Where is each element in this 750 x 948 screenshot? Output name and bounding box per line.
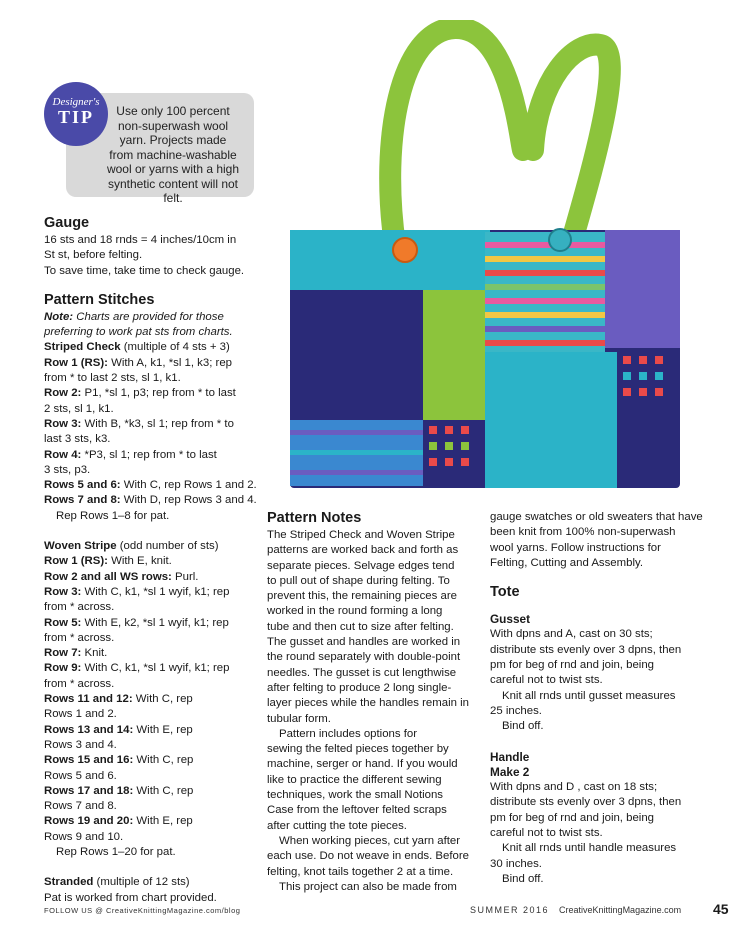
text-line: needles. The gusset is cut lengthwise [267,666,457,679]
row-text: With E, rep [133,815,193,828]
text-line: pm for beg of rnd and join, being [490,811,655,824]
row-label: Rows 19 and 20: [44,815,134,828]
row-label: Rows 11 and 12: [44,693,133,706]
text-line: The Striped Check and Woven Stripe [267,529,455,541]
note-text: preferring to work pat sts from charts. [44,326,233,339]
repeat-text: Rep Rows 1–8 for pat. [56,509,170,522]
row-text: from * across. [44,677,115,690]
pattern-row [44,707,266,722]
text-line: The gusset and handles are worked in [267,636,461,649]
note-text: Charts are provided for those [73,310,224,323]
row-text: With E, k2, *sl 1 wyif, k1; rep [81,616,229,629]
text-line: layer pieces while the handles remain in [267,697,469,710]
pattern-row [44,784,266,799]
left-column [44,214,266,906]
row-text: With C, k1, *sl 1 wyif, k1; rep [81,662,230,675]
row-text: With C, rep [132,693,193,706]
notes-continued [490,510,710,571]
row-label: Row 1 (RS): [44,555,108,568]
text-line: the round separately with double-point [267,651,461,664]
text-line: techniques, work the small Notions [267,789,444,802]
row-label: Row 2 and all WS rows: [44,570,172,583]
row-text: Rows 9 and 10. [44,830,124,843]
pattern-row [44,799,266,814]
text-line: Bind off. [502,720,544,733]
badge-bottom-text: TIP [57,107,94,127]
text-line: worked in the round forming a long [267,605,443,618]
page-number: 45 [713,901,729,917]
row-text: 2 sts, sl 1, k1. [44,402,114,415]
woven-stripe-rows [44,554,266,845]
designers-tip-badge [44,82,108,146]
row-text: 3 sts, p3. [44,463,91,476]
stitch-multiple: (odd number of sts) [116,540,219,553]
stitch-title: Woven Stripe [44,540,117,553]
pattern-row [44,585,266,600]
pattern-row [44,738,266,753]
text-line: This project can also be made from [279,880,457,893]
row-text: from * to last 2 sts, sl 1, k1. [44,372,181,385]
pattern-row [44,493,266,508]
pattern-stitches-heading: Pattern Stitches [44,291,155,308]
row-text: from * across. [44,601,115,614]
stitch-multiple: (multiple of 4 sts + 3) [120,341,230,354]
text-line: When working pieces, cut yarn after [279,834,461,847]
row-text: *P3, sl 1; rep from * to last [81,448,217,461]
text-line: Knit all rnds until gusset measures [502,689,676,702]
pattern-row [44,554,266,569]
text-line: felting, knot tails together 2 at a time. [267,865,454,878]
tip-line: Use only 100 percent [116,104,230,118]
stranded-line: Pat is worked from chart provided. [44,891,217,904]
right-column [490,510,710,887]
row-label: Rows 15 and 16: [44,754,134,767]
row-text: With C, rep [133,754,194,767]
handle-instructions [490,780,710,887]
stranded-title [44,875,266,890]
row-text: Rows 3 and 4. [44,738,117,751]
text-line: gauge swatches or old sweaters that have [490,511,703,523]
pattern-row [44,600,266,615]
text-line: tube and then cut to size after felting. [267,620,454,633]
gusset-heading: Gusset [490,612,530,627]
repeat-text: Rep Rows 1–20 for pat. [56,845,176,858]
woven-stripe-title [44,539,266,554]
striped-check-rows [44,356,266,509]
text-line: pm for beg of rnd and join, being [490,659,655,672]
gauge-line: To save time, take time to check gauge. [44,264,245,277]
pattern-notes-heading: Pattern Notes [267,510,362,526]
row-text: Rows 7 and 8. [44,800,117,813]
striped-check-title [44,340,266,355]
pattern-row [44,448,266,463]
pattern-row [44,417,266,432]
row-label: Row 3: [44,585,82,598]
tip-line: non-superwash wool [117,118,229,133]
text-line: Case from the leftover felted scraps [267,804,447,817]
pattern-row [44,356,266,371]
text-line: 25 inches. [490,704,542,717]
note-line [44,310,266,325]
handle-subheading: Make 2 [490,764,530,779]
text-line: after felting to produce 2 long single- [267,681,452,694]
pattern-row [44,646,266,661]
stitch-title: Striped Check [44,341,121,354]
notes-paragraph [267,880,481,895]
row-text: last 3 sts, k3. [44,433,111,446]
notes-paragraph [267,834,481,880]
row-text: With E, knit. [107,555,172,568]
row-text: Purl. [171,570,199,583]
text-line: careful not to twist sts. [490,827,603,840]
pattern-row [44,463,266,478]
tote-heading: Tote [490,584,520,601]
text-line: With dpns and D , cast on 18 sts; [490,781,658,794]
pattern-row [44,677,266,692]
gauge-heading: Gauge [44,215,90,231]
row-text: P1, *sl 1, p3; rep from * to last [81,387,236,400]
tote-bag-image [285,20,690,500]
gusset-instructions [490,627,710,734]
row-text: from * across. [44,631,115,644]
text-line: Felting, Cutting and Assembly. [490,556,644,569]
row-label: Row 7: [44,647,82,660]
text-line: distribute sts evenly over 3 dpns, then [490,796,682,809]
text-line: tubular form. [267,712,331,725]
row-text: Rows 5 and 6. [44,769,117,782]
row-label: Row 5: [44,616,82,629]
text-line: 30 inches. [490,857,542,870]
text-line: Pattern includes options for [279,727,418,740]
row-label: Row 9: [44,662,82,675]
tip-line: synthetic content will not felt. [107,176,239,205]
pattern-row [44,814,266,829]
pattern-row [44,570,266,585]
row-label: Row 1 (RS): [44,356,108,369]
footer-site: CreativeKnittingMagazine.com [559,905,682,915]
row-text: With C, k1, *sl 1 wyif, k1; rep [81,585,230,598]
notes-paragraph [267,727,481,834]
pattern-row [44,631,266,646]
text-line: sewing the felted pieces together by [267,743,449,756]
tip-text [100,104,246,206]
text-line: Knit all rnds until handle measures [502,842,677,855]
pattern-row [44,661,266,676]
pattern-row [44,371,266,386]
stitch-multiple: (multiple of 12 sts) [93,876,190,889]
pattern-row [44,616,266,631]
pattern-row [44,830,266,845]
text-line: been knit from 100% non-superwash [490,526,676,539]
row-text: With D, rep Rows 3 and 4. [120,494,257,507]
text-line: like to practice the different sewing [267,773,442,786]
row-label: Rows 5 and 6: [44,479,121,492]
text-line: careful not to twist sts. [490,674,603,687]
pattern-row [44,432,266,447]
handle-heading: Handle [490,749,530,764]
text-line: With dpns and A, cast on 30 sts; [490,628,653,641]
pattern-row [44,386,266,401]
notes-paragraph [267,528,481,727]
row-label: Row 4: [44,448,82,461]
text-line: separate pieces. Selvage edges tend [267,559,455,572]
row-text: With C, rep [133,784,194,797]
gauge-line: St st, before felting. [44,249,143,262]
text-line: distribute sts evenly over 3 dpns, then [490,643,682,656]
footer-follow: FOLLOW US @ CreativeKnittingMagazine.com/blog [44,906,241,915]
stitch-title: Stranded [44,876,94,889]
row-text: With E, rep [133,723,193,736]
pattern-row [44,753,266,768]
row-label: Row 2: [44,387,82,400]
footer-issue [470,905,681,915]
pattern-row [44,402,266,417]
note-label: Note: [44,310,74,323]
pattern-row [44,769,266,784]
text-line: wool yarns. Follow instructions for [490,541,661,554]
text-line: each use. Do not weave in ends. Before [267,850,469,863]
text-line: machine, serger or hand. If you would [267,758,458,771]
row-label: Rows 7 and 8: [44,494,121,507]
text-line: prevent this, the remaining pieces are [267,590,457,603]
row-text: Rows 1 and 2. [44,708,117,721]
row-label: Rows 17 and 18: [44,784,134,797]
gauge-line: 16 sts and 18 rnds = 4 inches/10cm in [44,234,237,246]
tip-line: wool or yarns with a high [106,162,240,176]
row-label: Rows 13 and 14: [44,723,134,736]
pattern-row [44,692,266,707]
tip-line: from machine-washable [109,147,237,162]
row-text: Knit. [81,647,108,660]
pattern-row [44,478,266,493]
row-text: With B, *k3, sl 1; rep from * to [81,417,234,430]
text-line: Bind off. [502,872,544,885]
text-line: to pull out of shape during felting. To [267,574,450,587]
text-line: patterns are worked back and forth as [267,544,459,557]
row-text: With C, rep Rows 1 and 2. [120,479,257,492]
pattern-row [44,723,266,738]
tip-line: yarn. Projects made [119,133,227,147]
badge-top-text: Designer's [52,96,100,108]
footer-season: SUMMER 2016 [470,905,550,915]
row-text: With A, k1, *sl 1, k3; rep [107,356,233,369]
text-line: after cutting the tote pieces. [267,819,407,832]
row-label: Row 3: [44,417,82,430]
middle-column [267,509,481,895]
